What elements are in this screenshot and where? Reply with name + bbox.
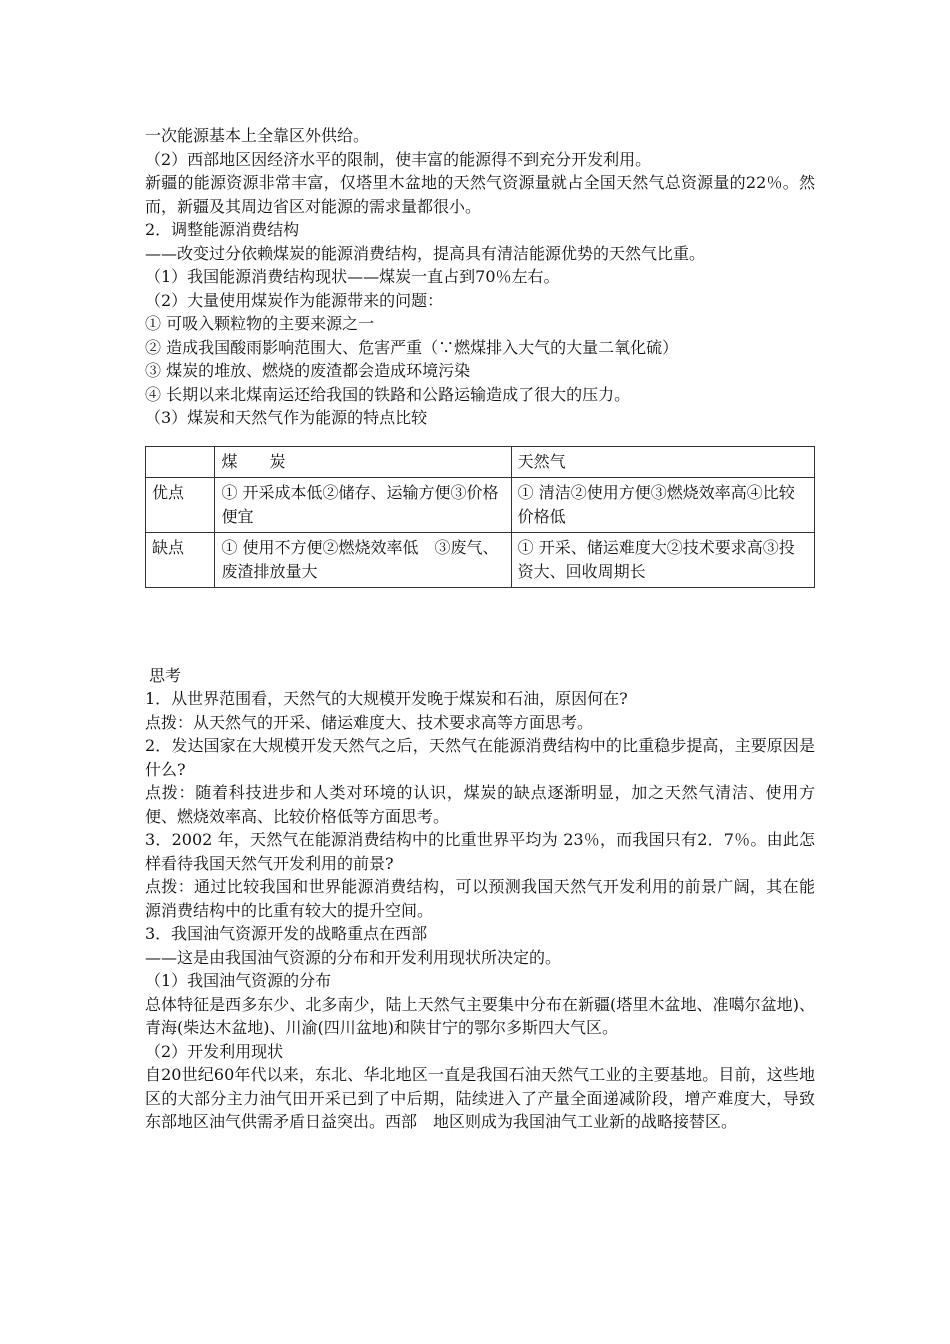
table-header-row xyxy=(146,446,815,477)
table-header-cell: 天然气 xyxy=(511,446,814,477)
text-line: （2）大量使用煤炭作为能源带来的问题： xyxy=(145,290,444,310)
paragraph: 2．发达国家在大规模开发天然气之后，天然气在能源消费结构中的比重稳步提高，主要原因是什么? xyxy=(145,736,815,779)
paragraph: 自20世纪60年代以来，东北、华北地区一直是我国石油天然气工业的主要基地。目前，这些地区的大部分主力油气田开采已到了中后期，陆续进入了产量全面递减阶段，增产难度大，导致东部地区油气供需矛盾日益突出。西部 地区则成为我国油气工业新的战略接替区。 xyxy=(145,1065,815,1131)
table-cell: 优点 xyxy=(146,477,215,532)
paragraph: 总体特征是西多东少、北多南少，陆上天然气主要集中分布在新疆(塔里木盆地、准噶尔盆地)、青海(柴达木盆地)、川渝(四川盆地)和陕甘宁的鄂尔多斯四大气区。 xyxy=(145,994,815,1037)
think-heading: 思考 xyxy=(149,665,182,685)
table-cell: ① 使用不方便②燃烧效率低 ③废气、废渣排放量大 xyxy=(215,532,511,587)
table-cell: 缺点 xyxy=(146,532,215,587)
paragraph: 3．2002 年，天然气在能源消费结构中的比重世界平均为 23％，而我国只有2．7％。由此怎样看待我国天然气开发利用的前景? xyxy=(145,830,815,873)
text-line: ——这是由我国油气资源的分布和开发利用现状所决定的。 xyxy=(145,947,562,967)
text-line: （1）我国油气资源的分布 xyxy=(145,971,332,990)
paragraph-xinjiang: 新疆的能源资源非常丰富，仅塔里木盆地的天然气资源量就占全国天然气总资源量的22％。然而，新疆及其周边省区对能源的需求量都很小。 xyxy=(145,173,815,216)
table-cell: ① 清洁②使用方便③燃烧效率高④比较价格低 xyxy=(511,477,814,532)
section-heading: 2．调整能源消费结构 xyxy=(145,220,300,239)
table-row xyxy=(146,477,815,532)
list-item: ① 可吸入颗粒物的主要来源之一 xyxy=(145,314,375,333)
paragraph: 点拨：从天然气的开采、储运难度大、技术要求高等方面思考。 xyxy=(145,712,594,732)
table-cell: ① 开采、储运难度大②技术要求高③投资大、回收周期长 xyxy=(511,532,814,587)
paragraph: 1．从世界范围看，天然气的大规模开发晚于煤炭和石油，原因何在? xyxy=(145,689,628,708)
section-heading: 3．我国油气资源开发的战略重点在西部 xyxy=(145,924,428,943)
text-line: （3）煤炭和天然气作为能源的特点比较 xyxy=(145,408,428,427)
list-item: ④ 长期以来北煤南运还给我国的铁路和公路运输造成了很大的压力。 xyxy=(145,384,631,404)
table-header-cell: 煤 炭 xyxy=(215,446,511,477)
table-header-cell xyxy=(146,446,215,477)
table-row xyxy=(146,532,815,587)
list-item: ③ 煤炭的堆放、燃烧的废渣都会造成环境污染 xyxy=(145,361,471,380)
paragraph: 点拨：随着科技进步和人类对环境的认识，煤炭的缺点逐渐明显，加之天然气清洁、使用方便、燃烧效率高、比较价格低等方面思考。 xyxy=(145,783,815,826)
text-line: 一次能源基本上全靠区外供给。 xyxy=(145,126,370,145)
table-cell: ① 开采成本低②储存、运输方便③价格便宜 xyxy=(215,477,511,532)
text-line: ——改变过分依赖煤炭的能源消费结构，提高具有清洁能源优势的天然气比重。 xyxy=(145,243,706,263)
text-line: （1）我国能源消费结构现状——煤炭一直占到70％左右。 xyxy=(145,267,560,286)
list-item: ② 造成我国酸雨影响范围大、危害严重（∵燃煤排入大气的大量二氧化硫） xyxy=(145,337,679,357)
paragraph: 点拨：通过比较我国和世界能源消费结构，可以预测我国天然气开发利用的前景广阔，其在能源消费结构中的比重有较大的提升空间。 xyxy=(145,877,815,920)
spacer xyxy=(145,588,815,664)
text-line: （2）西部地区因经济水平的限制，使丰富的能源得不到充分开发利用。 xyxy=(145,149,652,169)
text-line: （2）开发利用现状 xyxy=(145,1041,284,1061)
document-page xyxy=(145,124,815,1134)
comparison-table xyxy=(145,446,815,588)
